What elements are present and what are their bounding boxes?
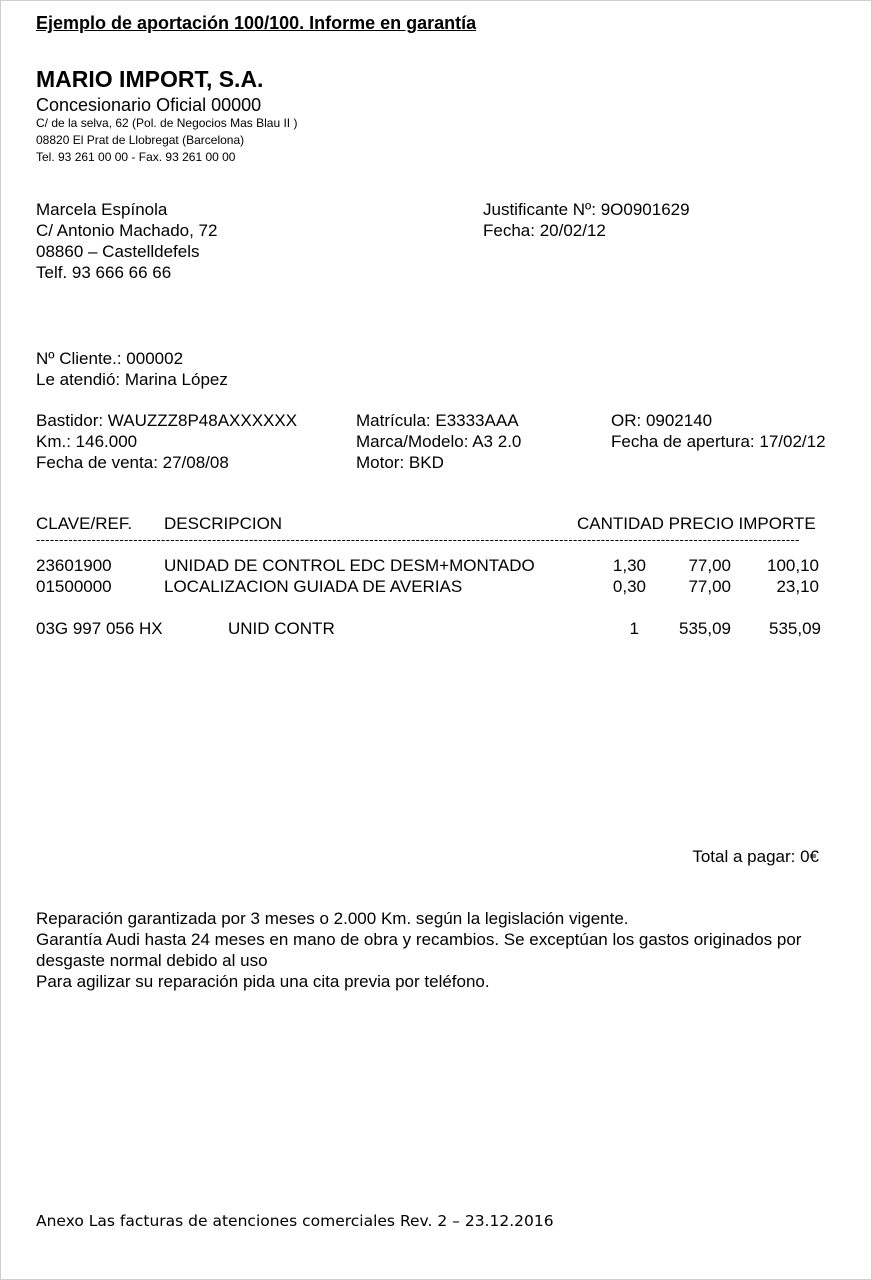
total-to-pay: Total a pagar: 0€ bbox=[692, 847, 819, 866]
table-row-1-price: 77,00 bbox=[688, 556, 731, 575]
table-row-2-amount: 23,10 bbox=[776, 577, 819, 596]
customer-phone: Telf. 93 666 66 66 bbox=[36, 263, 172, 282]
company-address-line2: 08820 El Prat de Llobregat (Barcelona) bbox=[36, 133, 245, 147]
customer-name: Marcela Espínola bbox=[36, 200, 168, 219]
vehicle-make-model: Marca/Modelo: A3 2.0 bbox=[356, 432, 522, 451]
voucher-number: Justificante Nº: 9O0901629 bbox=[483, 200, 690, 219]
table-header-desc: DESCRIPCION bbox=[164, 514, 283, 533]
vehicle-chassis: Bastidor: WAUZZZ8P48AXXXXXX bbox=[36, 411, 298, 430]
vehicle-km: Km.: 146.000 bbox=[36, 432, 138, 451]
client-number: Nº Cliente.: 000002 bbox=[36, 349, 184, 368]
document-heading: Ejemplo de aportación 100/100. Informe en garantía bbox=[36, 13, 477, 33]
table-row-1-desc: UNIDAD DE CONTROL EDC DESM+MONTADO bbox=[164, 556, 535, 575]
customer-street: C/ Antonio Machado, 72 bbox=[36, 221, 218, 240]
note-line-4: Para agilizar su reparación pida una cita previa por teléfono. bbox=[36, 972, 490, 991]
table-row-2-ref: 01500000 bbox=[36, 577, 112, 596]
dealer-name: Concesionario Oficial 00000 bbox=[36, 95, 262, 115]
table-row-3-qty: 1 bbox=[629, 619, 639, 638]
vehicle-engine: Motor: BKD bbox=[356, 453, 444, 472]
note-line-2: Garantía Audi hasta 24 meses en mano de obra y recambios. Se exceptúan los gastos originados por bbox=[36, 930, 802, 949]
document-footer: Anexo Las facturas de atenciones comerciales Rev. 2 – 23.12.2016 bbox=[36, 1212, 554, 1230]
table-row-1-ref: 23601900 bbox=[36, 556, 112, 575]
voucher-date: Fecha: 20/02/12 bbox=[483, 221, 606, 240]
table-header-ref: CLAVE/REF. bbox=[36, 514, 133, 533]
table-row-3-ref: 03G 997 056 HX bbox=[36, 619, 163, 638]
company-name: MARIO IMPORT, S.A. bbox=[36, 66, 264, 92]
company-address-line1: C/ de la selva, 62 (Pol. de Negocios Mas Blau II ) bbox=[36, 116, 298, 130]
vehicle-sale-date: Fecha de venta: 27/08/08 bbox=[36, 453, 229, 472]
table-separator: --------------------------------------------------------------------------------------------------------------------------------------------------------------------- bbox=[36, 534, 800, 546]
vehicle-or: OR: 0902140 bbox=[611, 411, 713, 430]
table-row-3-desc: UNID CONTR bbox=[228, 619, 335, 638]
table-row-2-qty: 0,30 bbox=[612, 577, 646, 596]
table-row-1-amount: 100,10 bbox=[767, 556, 819, 575]
table-row-3-amount: 535,09 bbox=[769, 619, 821, 638]
note-line-3: desgaste normal debido al uso bbox=[36, 951, 268, 970]
table-header-qty-price-amount: CANTIDAD PRECIO IMPORTE bbox=[577, 514, 816, 533]
company-phone-fax: Tel. 93 261 00 00 - Fax. 93 261 00 00 bbox=[36, 150, 236, 164]
customer-city: 08860 – Castelldefels bbox=[36, 242, 200, 261]
attended-by: Le atendió: Marina López bbox=[36, 370, 228, 389]
table-row-3-price: 535,09 bbox=[679, 619, 731, 638]
vehicle-opening-date: Fecha de apertura: 17/02/12 bbox=[611, 432, 826, 451]
note-line-1: Reparación garantizada por 3 meses o 2.000 Km. según la legislación vigente. bbox=[36, 909, 629, 928]
table-row-1-qty: 1,30 bbox=[612, 556, 646, 575]
table-row-2-price: 77,00 bbox=[688, 577, 731, 596]
table-row-2-desc: LOCALIZACION GUIADA DE AVERIAS bbox=[164, 577, 463, 596]
vehicle-plate: Matrícula: E3333AAA bbox=[356, 411, 519, 430]
